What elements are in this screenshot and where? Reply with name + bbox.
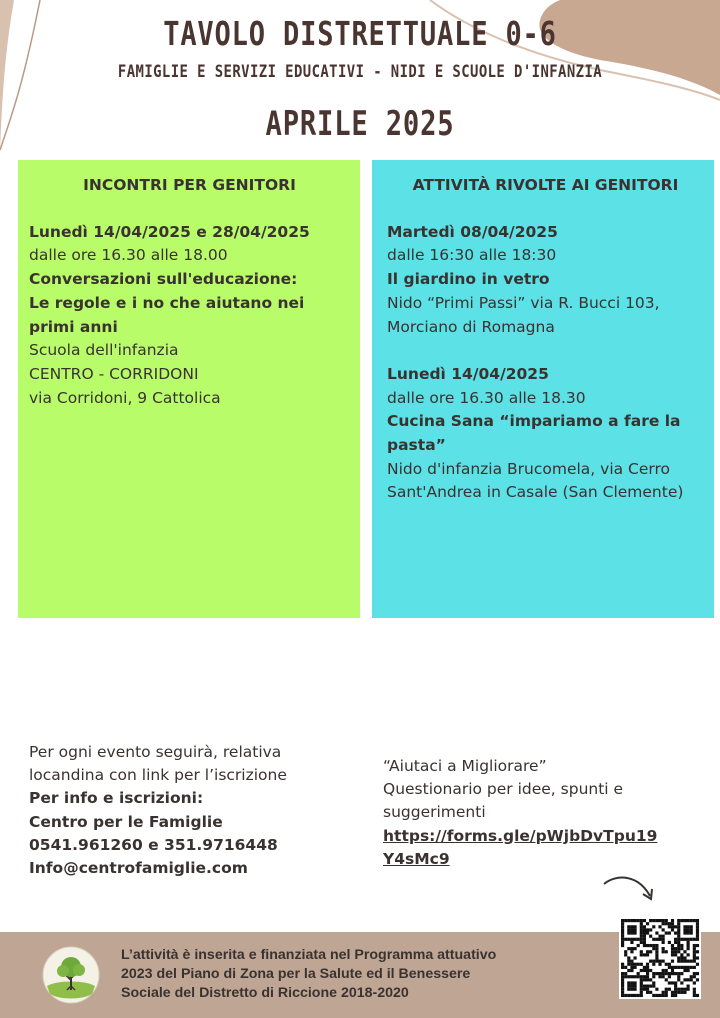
funding-line: Sociale del Distretto di Riccione 2018-2020 [121, 985, 409, 1001]
event-time: dalle ore 16.30 alle 18.00 [29, 246, 228, 265]
event-venue: Nido “Primi Passi” via R. Bucci 103, Morciano di Romagna [387, 293, 660, 336]
month-heading: APRILE 2025 [265, 104, 455, 144]
funding-statement [121, 946, 591, 1003]
parent-meetings-panel [18, 160, 360, 618]
event-time: dalle 16:30 alle 18:30 [387, 246, 557, 265]
event-topic-detail: Le regole e i no che aiutano nei primi anni [29, 293, 305, 336]
contact-info [29, 741, 349, 880]
qr-code-icon[interactable] [619, 917, 701, 999]
event-topic: Conversazioni sull'educazione: [29, 270, 298, 289]
page-title: TAVOLO DISTRETTUALE 0-6 [163, 14, 557, 53]
email-address[interactable]: Info@centrofamiglie.com [29, 859, 248, 878]
event-time: dalle ore 16.30 alle 18.30 [387, 388, 586, 407]
tree-logo-icon [42, 946, 100, 1004]
funding-line: L’attività è inserita e finanziata nel Programma attuativo [121, 947, 497, 963]
info-label: Per info e iscrizioni: [29, 789, 204, 808]
page-subtitle: FAMIGLIE E SERVIZI EDUCATIVI - NIDI E SCUOLE D'INFANZIA [117, 62, 603, 82]
event-venue: Scuola dell'infanzia [29, 341, 179, 360]
event-venue: Nido d'infanzia Brucomela, via Cerro Sant'Andrea in Casale (San Clemente) [387, 459, 684, 502]
event-venue-name: CENTRO - CORRIDONI [29, 364, 199, 383]
parent-activities-panel [372, 160, 714, 618]
survey-description: Questionario per idee, spunti e suggerimenti [383, 780, 624, 822]
event-name: Cucina Sana “impariamo a fare la pasta” [387, 412, 681, 455]
survey-link-line[interactable]: https://forms.gle/pWjbDvTpu19 [383, 826, 658, 845]
event-name: Il giardino in vetro [387, 270, 550, 289]
phone-numbers: 0541.961260 e 351.9716448 [29, 835, 278, 854]
event-date: Lunedì 14/04/2025 [387, 364, 549, 383]
curved-arrow-icon [600, 872, 660, 908]
survey-link-line[interactable]: Y4sMc9 [383, 849, 450, 868]
event-date: Martedì 08/04/2025 [387, 222, 558, 241]
panel-title: INCONTRI PER GENITORI [83, 176, 296, 194]
panel-title: ATTIVITÀ RIVOLTE AI GENITORI [412, 176, 679, 194]
survey-info [383, 755, 703, 871]
survey-link[interactable] [383, 827, 657, 868]
registration-note: Per ogni evento seguirà, relativa locandina con link per l’iscrizione [29, 743, 287, 785]
survey-quote: “Aiutaci a Migliorare” [383, 757, 547, 775]
center-name: Centro per le Famiglie [29, 812, 223, 831]
funding-line: 2023 del Piano di Zona per la Salute ed il Benessere [121, 966, 471, 982]
event-address: via Corridoni, 9 Cattolica [29, 388, 221, 407]
event-date: Lunedì 14/04/2025 e 28/04/2025 [29, 222, 310, 241]
